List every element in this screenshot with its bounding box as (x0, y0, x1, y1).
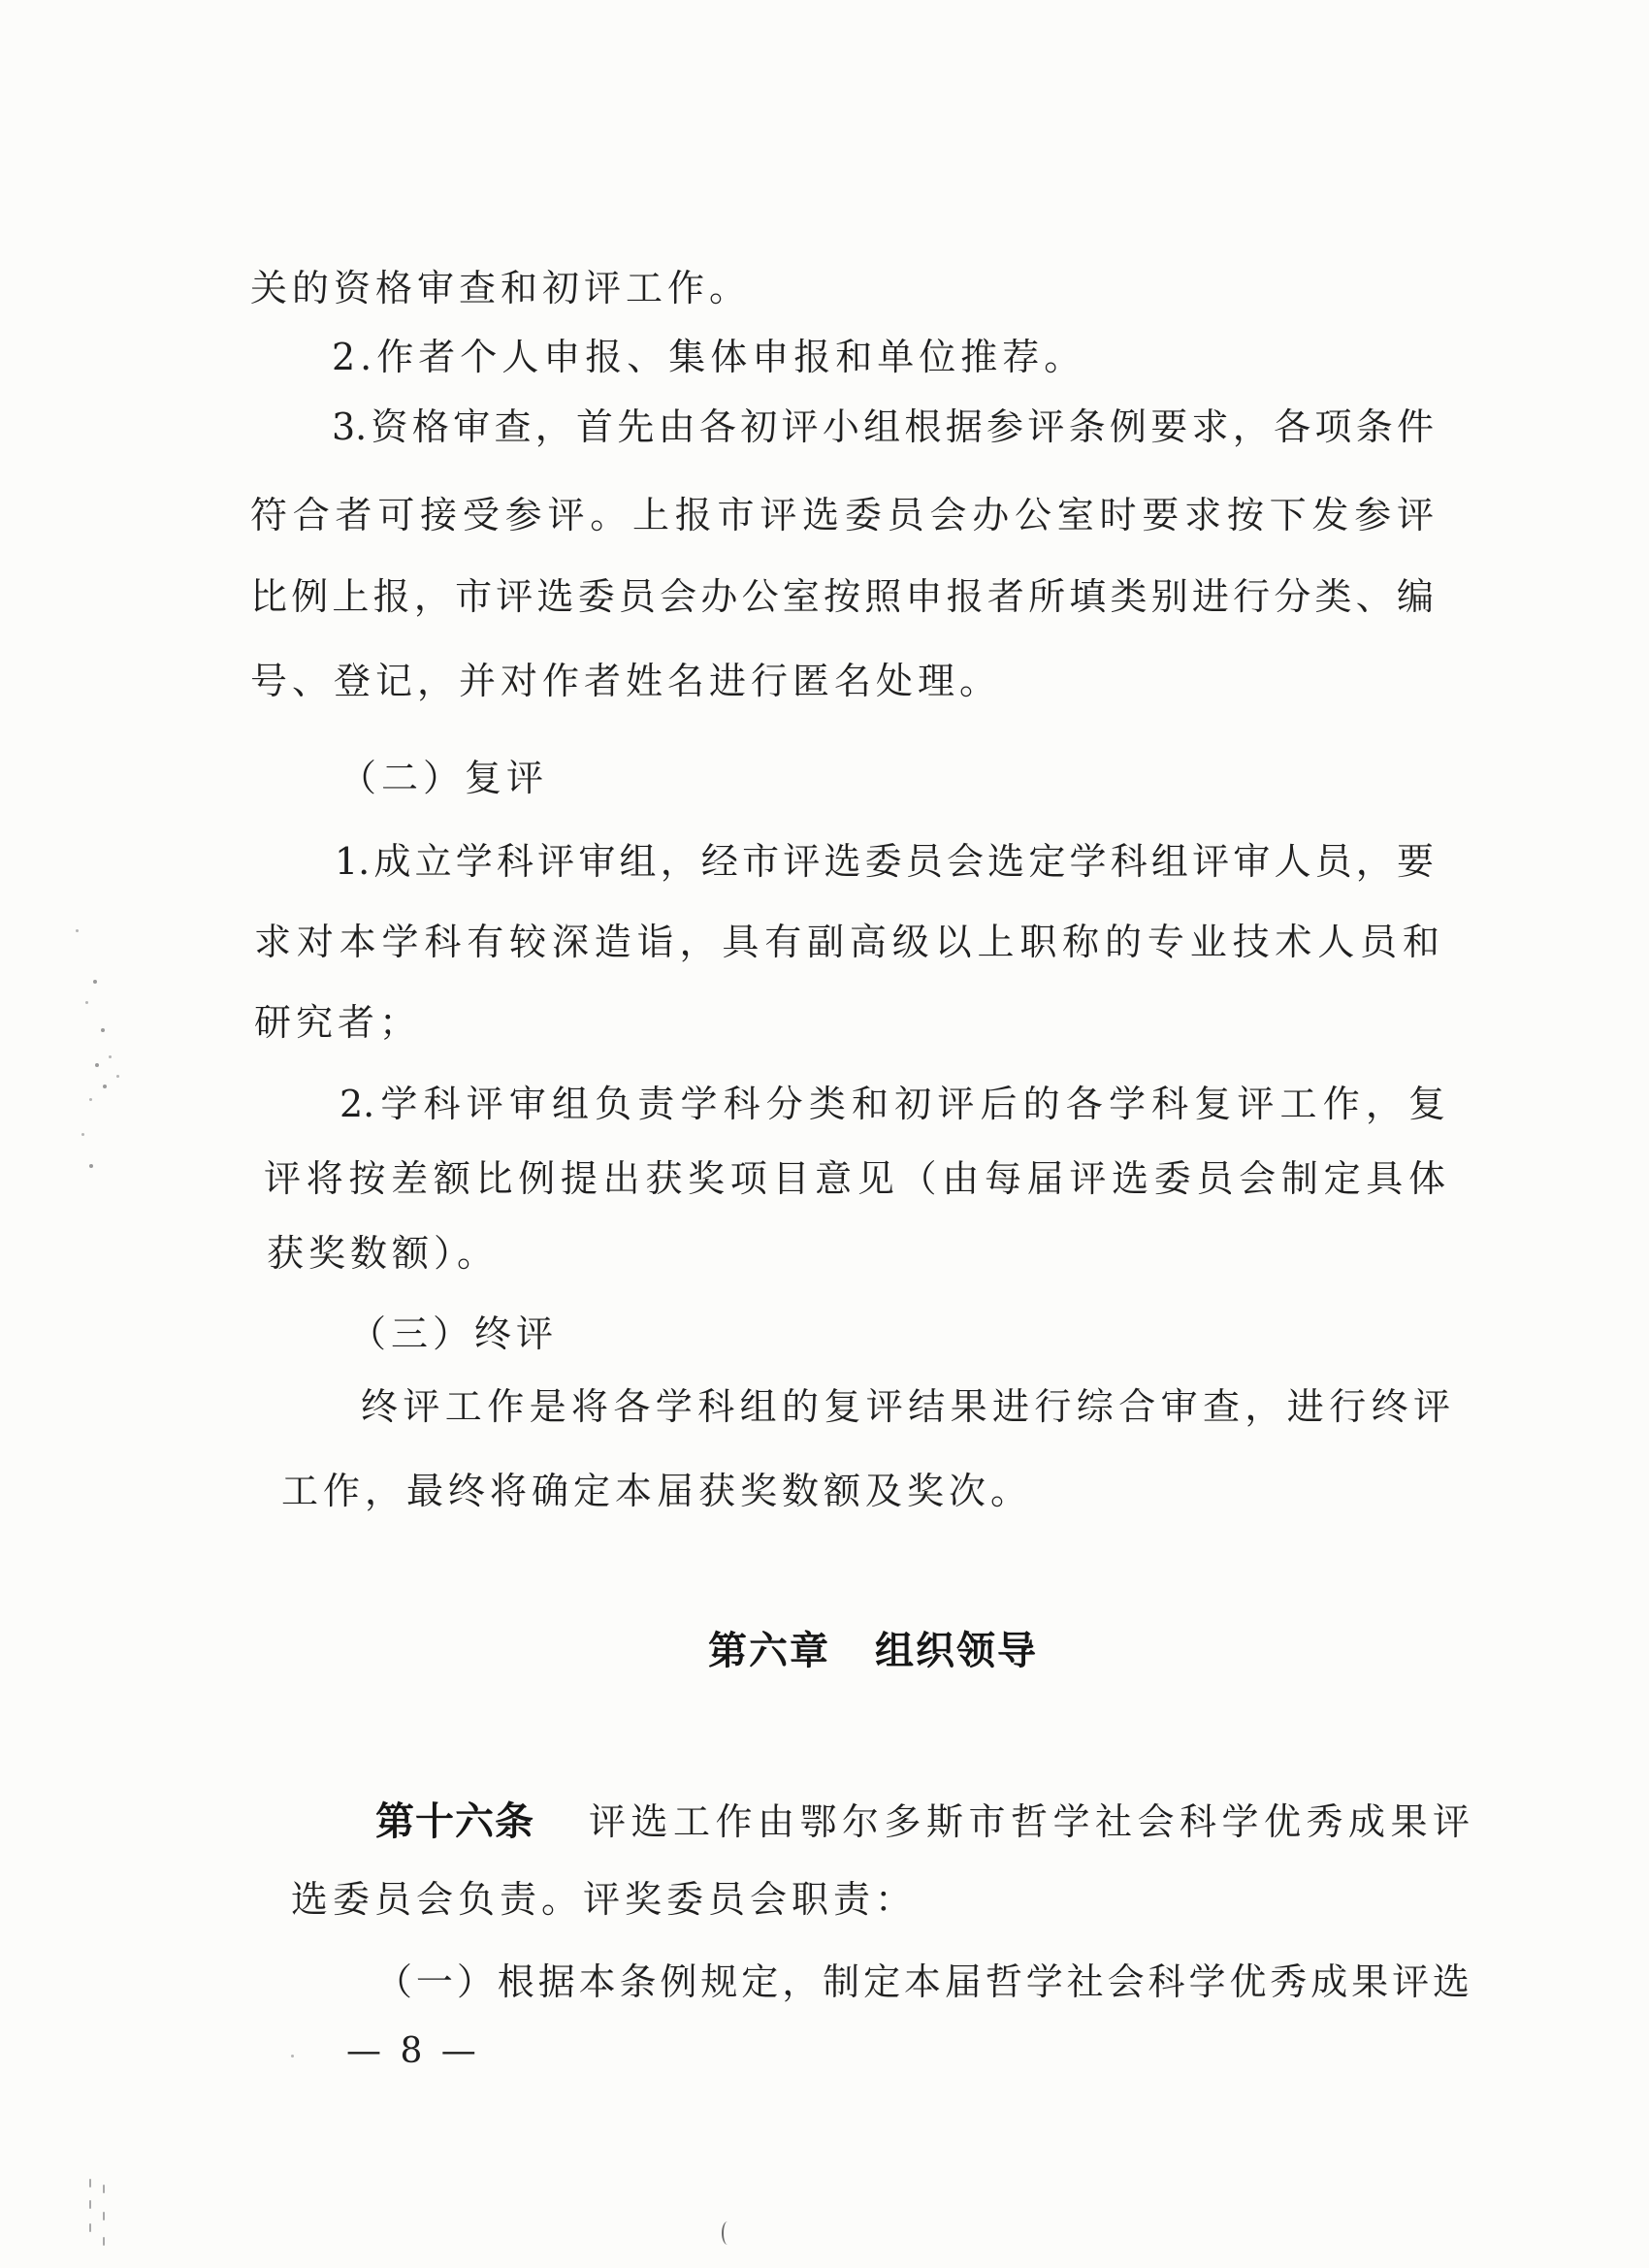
text-line: 比例上报，市评选委员会办公室按照申报者所填类别进行分类、编 (250, 575, 1434, 618)
text-line: 评将按差额比例提出获奖项目意见（由每届评选委员会制定具体 (264, 1157, 1445, 1200)
text-line: 获奖数额）。 (267, 1232, 500, 1275)
text-line: 求对本学科有较深造诣，具有副高级以上职称的专业技术人员和 (254, 921, 1439, 963)
scan-speck (89, 2223, 91, 2232)
scan-speck (95, 1063, 99, 1067)
text-line: （一）根据本条例规定，制定本届哲学社会科学优秀成果评选 (375, 1960, 1470, 2003)
text-line: 工作，最终将确定本届获奖数额及奖次。 (281, 1470, 1033, 1512)
text-line: 号、登记，并对作者姓名进行匿名处理。 (250, 660, 1002, 702)
section-heading: （三）终评 (349, 1312, 559, 1355)
chapter-heading (708, 1624, 1038, 1678)
scan-speck (109, 1055, 112, 1058)
page-number: — 8 — (346, 2031, 480, 2071)
text-line: 研究者； (254, 1001, 422, 1044)
scan-speck (103, 2237, 105, 2246)
scan-speck (89, 1164, 93, 1168)
scan-speck (291, 2055, 294, 2057)
scan-speck (89, 2200, 91, 2209)
scan-speck (76, 929, 79, 932)
text-line: 选委员会负责。评奖委员会职责： (291, 1878, 918, 1921)
scan-speck (89, 2179, 91, 2187)
article-label: 第十六条 (375, 1799, 534, 1844)
scan-speck (93, 980, 97, 984)
scan-speck (89, 1098, 92, 1101)
scan-speck (85, 1001, 88, 1004)
section-heading: （二）复评 (340, 757, 549, 799)
scan-speck (103, 1085, 107, 1088)
text-line: 2.作者个人申报、集体申报和单位推荐。 (332, 336, 1086, 378)
text-line: 3.资格审查，首先由各初评小组根据参评条例要求，各项条件 (332, 405, 1434, 448)
text-line: 2.学科评审组负责学科分类和初评后的各学科复评工作，复 (340, 1083, 1445, 1125)
scan-speck (101, 1028, 105, 1032)
text-line: 1.成立学科评审组，经市评选委员会选定学科组评审人员，要 (335, 840, 1434, 883)
scan-speck (103, 2212, 105, 2220)
scan-speck (116, 1075, 119, 1078)
scan-mark (722, 2221, 733, 2245)
article-text: 评选工作由鄂尔多斯市哲学社会科学优秀成果评 (589, 1800, 1470, 1843)
chapter-number: 第六章 (708, 1629, 830, 1673)
text-line: 关的资格审查和初评工作。 (250, 267, 752, 309)
chapter-name: 组织领导 (875, 1629, 1038, 1673)
text-line: 符合者可接受参评。上报市评选委员会办公室时要求按下发参评 (250, 494, 1434, 536)
scan-speck (103, 2185, 105, 2193)
text-line: 终评工作是将各学科组的复评结果进行综合审查，进行终评 (361, 1385, 1450, 1428)
scan-speck (81, 1133, 84, 1136)
